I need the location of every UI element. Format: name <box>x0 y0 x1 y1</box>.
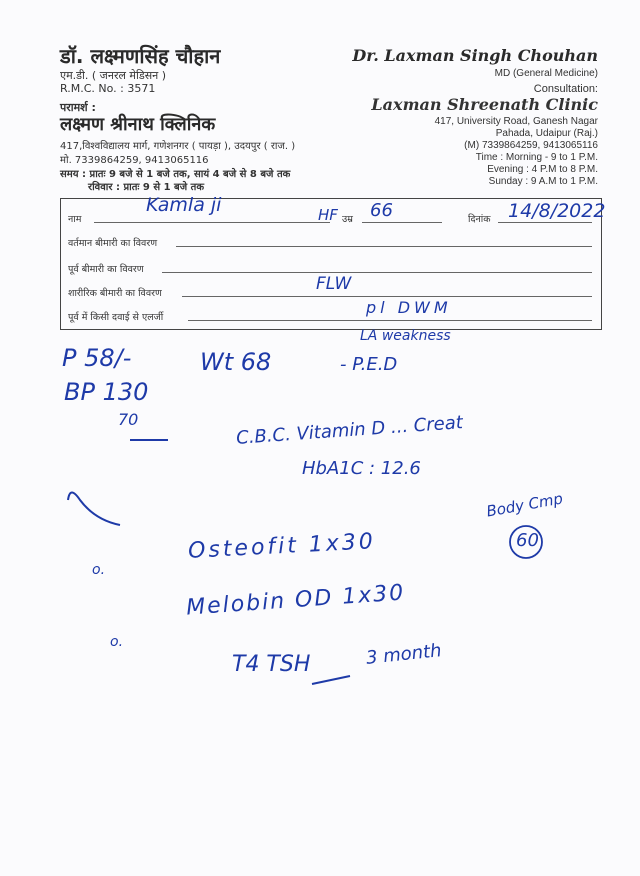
pen-scribble <box>68 493 120 526</box>
doctor-name-english: Dr. Laxman Singh Chouhan <box>352 46 598 65</box>
dash-stroke <box>312 676 350 684</box>
date-handwritten: 14/8/2022 <box>508 200 606 222</box>
rx3-thyroid: T4 TSH <box>232 652 311 677</box>
address-english-1: 417, University Road, Ganesh Nagar <box>434 116 598 127</box>
weight-handwritten: Wt 68 <box>200 348 272 376</box>
patient-name-handwritten: Kamla ji <box>146 194 222 216</box>
date-label: दिनांक <box>468 214 491 225</box>
pulse-handwritten: P 58/- <box>62 344 132 372</box>
address-hindi: 417,विश्वविद्यालय मार्ग, गणेशनगर ( पायड़ा ), उदयपुर ( राज. ) <box>60 141 296 152</box>
current-illness-label: वर्तमान बीमारी का विवरण <box>68 238 158 249</box>
time-sunday: Sunday : 9 A.M to 1 P.M. <box>488 176 598 187</box>
rx3-note: 3 month <box>365 640 443 669</box>
consult-label-hindi: परामर्श : <box>60 101 96 114</box>
note-line-1: FLW <box>316 274 352 294</box>
past-illness-label: पूर्व बीमारी का विवरण <box>68 264 144 275</box>
age-handwritten: 66 <box>370 200 393 221</box>
sex-handwritten: HF <box>318 206 338 224</box>
allergy-label: पूर्व में किसी दवाई से एलर्जी <box>68 312 164 323</box>
rx1-osteofit: Osteofit 1x30 <box>187 529 377 564</box>
degree-english: MD (General Medicine) <box>494 68 598 79</box>
rx1-prefix: o. <box>92 562 106 578</box>
time-morning: Time : Morning - 9 to 1 P.M. <box>475 152 598 163</box>
name-label: नाम <box>68 214 82 225</box>
rx2-prefix: o. <box>110 634 124 650</box>
clinic-name-hindi: लक्ष्मण श्रीनाथ क्लिनिक <box>60 114 216 135</box>
sunday-timing-hindi: रविवार : प्रातः 9 से 1 बजे तक <box>88 182 205 193</box>
bp-diastolic-handwritten: 70 <box>118 410 139 429</box>
rmc-number: R.M.C. No. : 3571 <box>60 82 156 95</box>
time-evening: Evening : 4 P.M to 8 P.M. <box>487 164 598 175</box>
doctor-name-hindi: डॉ. लक्ष्मणसिंह चौहान <box>60 44 221 68</box>
physical-illness-label: शारीरिक बीमारी का विवरण <box>68 288 162 299</box>
consult-label-english: Consultation: <box>533 83 598 95</box>
body-number-handwritten: 60 <box>516 530 539 551</box>
body-comp-handwritten: Body Cmp <box>485 489 565 521</box>
note-line-2: pl DWM <box>366 298 452 317</box>
degree-hindi: एम.डी. ( जनरल मेडिसन ) <box>60 69 167 82</box>
bp-handwritten: BP 130 <box>64 378 149 406</box>
investigations-handwritten: C.B.C. Vitamin D ... Creat <box>235 412 464 449</box>
phone-english: (M) 7339864259, 9413065116 <box>464 140 598 151</box>
phone-hindi: मो. 7339864259, 9413065116 <box>60 155 209 166</box>
timing-hindi: समय : प्रातः 9 बजे से 1 बजे तक, सायं 4 बजे से 8 बजे तक <box>60 169 291 180</box>
clinic-name-english: Laxman Shreenath Clinic <box>371 95 598 114</box>
age-label: उम्र <box>342 214 353 225</box>
pedal-edema-handwritten: - P.E.D <box>340 354 398 375</box>
circled-number <box>510 526 542 558</box>
hba1c-handwritten: HbA1C : 12.6 <box>302 458 421 479</box>
rx2-melobin: Melobin OD 1x30 <box>185 580 406 621</box>
address-english-2: Pahada, Udaipur (Raj.) <box>495 128 598 139</box>
note-line-3: LA weakness <box>360 328 451 344</box>
